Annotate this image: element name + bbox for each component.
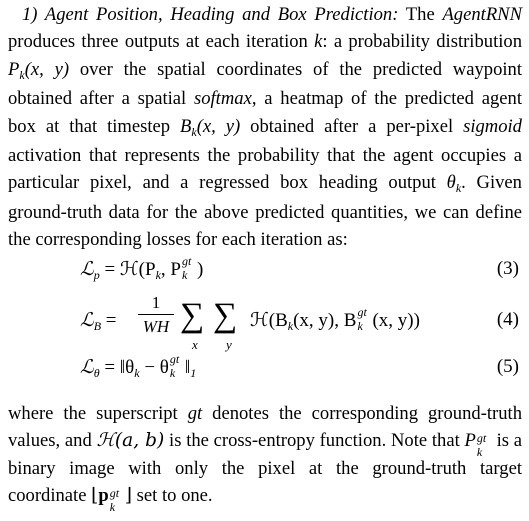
equation-number-4: (4) bbox=[496, 309, 519, 330]
paragraph-ground-truth: where the superscript gt denotes the corresponding ground-truth values, and ℋ(a, b) is the cross-entropy function. Note that P gt k is a binary image with only the pixel at the ground-truth target coordinate ⌊p gt k ⌋ set to one. bbox=[8, 403, 523, 514]
agent-rnn-name: AgentRNN bbox=[442, 4, 522, 25]
equation-4: ℒ$_B$ = 1 WH ∑ x ∑ y $ℋ(B_k(x$, y), B gt k (x, y)) (4) bbox=[80, 293, 519, 352]
softmax-term: softmax bbox=[193, 88, 252, 110]
fraction: 1 WH bbox=[138, 293, 174, 338]
equation-5: ℒ$_\theta$ = $‖\theta_k - \theta$ gt k $‖_1$ (5) bbox=[80, 351, 519, 380]
paragraph-agent-prediction: 1) Agent Position, Heading and Box Prediction: The AgentRNN produces three outputs at each iteration k: a probability distribution $P_k(x$, y) over the spatial coordinates of the predicted waypoint obtained after a spatial softmax, a heatmap of the predicted agent box at that timestep $B_k(x$, y) obtained after a per-pixel sigmoid activation that represents the probability that the agent occupies a particular pixel, and a regressed box heading output $\theta_k$. Given ground-truth data for the above predicted quantities, we can define the corresponding losses for each iteration as: bbox=[8, 4, 523, 251]
sum-y: ∑ bbox=[213, 297, 238, 334]
sigmoid-term: sigmoid bbox=[463, 115, 522, 137]
section-heading: 1) Agent Position, Heading and Box Prediction: bbox=[22, 4, 399, 25]
sum-x: ∑ bbox=[180, 297, 205, 334]
equation-3: ℒ$_p$ = $ℋ(P_k$, P gt k ) (3) bbox=[80, 253, 519, 282]
equation-number-5: (5) bbox=[496, 356, 519, 377]
equation-number-3: (3) bbox=[496, 258, 519, 279]
